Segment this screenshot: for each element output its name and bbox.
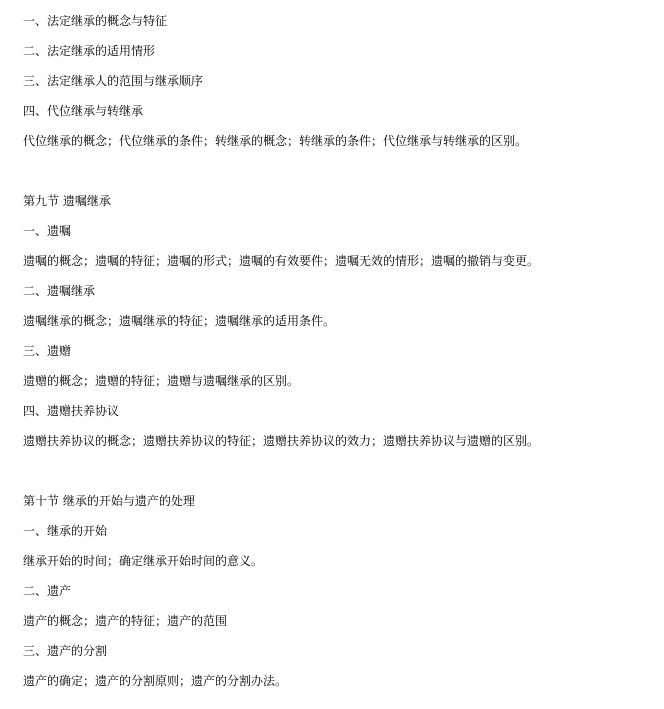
heading-estate: 二、遗产 <box>23 584 72 598</box>
paragraph-testamentary-inheritance: 遗嘱继承的概念；遗嘱继承的特征；遗嘱继承的适用条件。 <box>23 314 336 328</box>
heading-testamentary-inheritance: 二、遗嘱继承 <box>23 284 96 298</box>
heading-succession-start: 一、继承的开始 <box>23 524 108 538</box>
blank-line <box>23 461 653 491</box>
paragraph-bequest: 遗赠的概念；遗赠的特征；遗赠与遗嘱继承的区别。 <box>23 374 300 388</box>
document-body <box>23 11 653 701</box>
heading-statutory-applicable: 二、法定继承的适用情形 <box>23 44 156 58</box>
heading-statutory-concept: 一、法定继承的概念与特征 <box>23 14 168 28</box>
paragraph-estate: 遗产的概念；遗产的特征；遗产的范围 <box>23 614 228 628</box>
paragraph-subrogation: 代位继承的概念；代位继承的条件；转继承的概念；转继承的条件；代位继承与转继承的区别。 <box>23 134 528 148</box>
blank-line <box>23 161 653 191</box>
heading-bequest: 三、遗赠 <box>23 344 72 358</box>
heading-estate-division: 三、遗产的分割 <box>23 644 108 658</box>
heading-support-agreement: 四、遗赠扶养协议 <box>23 404 120 418</box>
paragraph-support-agreement: 遗赠扶养协议的概念；遗赠扶养协议的特征；遗赠扶养协议的效力；遗赠扶养协议与遗赠的区别。 <box>23 434 540 448</box>
paragraph-succession-start: 继承开始的时间；确定继承开始时间的意义。 <box>23 554 264 568</box>
heading-statutory-heirs: 三、法定继承人的范围与继承顺序 <box>23 74 204 88</box>
section-title-testamentary: 第九节 遗嘱继承 <box>23 194 111 208</box>
paragraph-estate-division: 遗产的确定；遗产的分割原则；遗产的分割办法。 <box>23 674 288 688</box>
heading-will: 一、遗嘱 <box>23 224 72 238</box>
section-title-succession-estate: 第十节 继承的开始与遗产的处理 <box>23 494 195 508</box>
paragraph-will: 遗嘱的概念；遗嘱的特征；遗嘱的形式；遗嘱的有效要件；遗嘱无效的情形；遗嘱的撤销与变更。 <box>23 254 540 268</box>
heading-subrogation: 四、代位继承与转继承 <box>23 104 144 118</box>
